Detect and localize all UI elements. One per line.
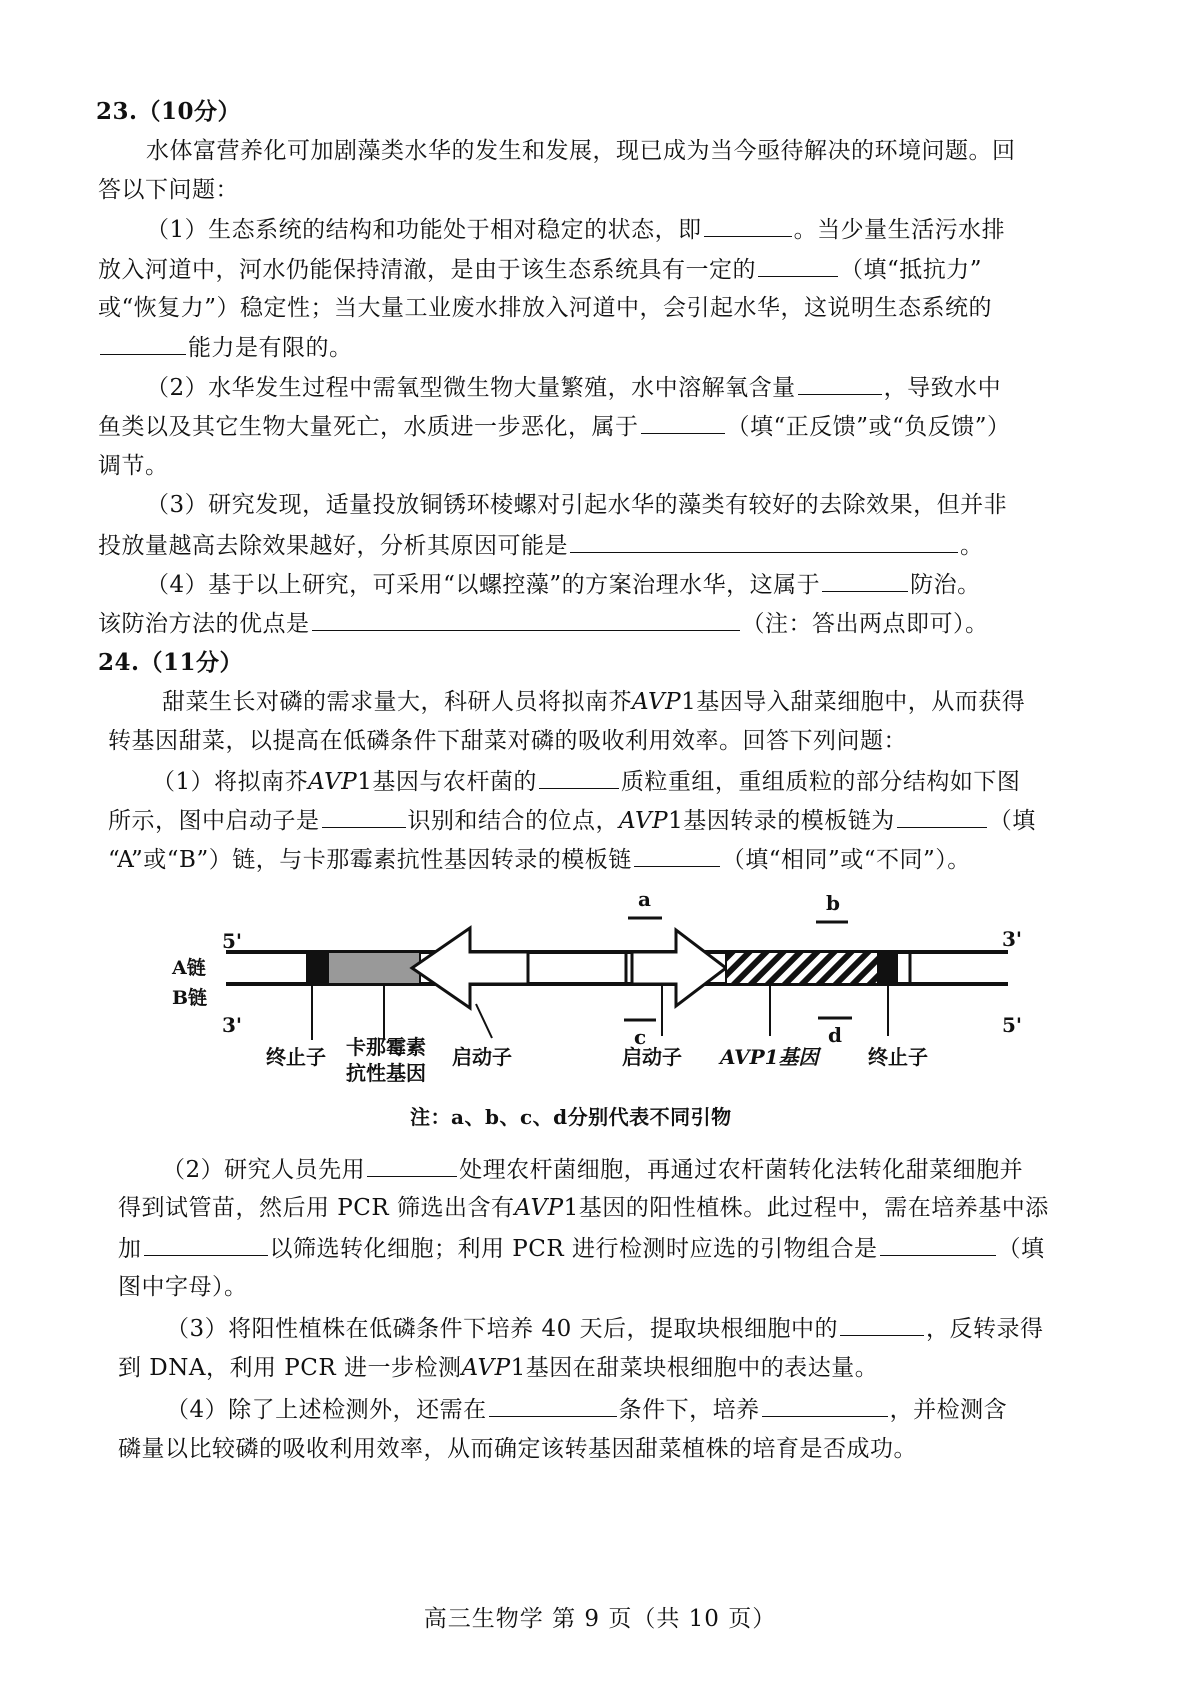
avp1-gene-block [726,952,878,984]
answer-blank[interactable] [489,1394,617,1417]
q23-part2-line1: （2）水华发生过程中需氧型微生物大量繁殖，水中溶解氧含量 ，导致水中 [146,372,1001,403]
end-3-left: 3' [222,1013,243,1037]
promoter-right-arrow [632,930,726,1006]
label-terminator-right: 终止子 [868,1045,928,1069]
q24-part2-line1: （2）研究人员先用 处理农杆菌细胞，再通过农杆菌转化法转化甜菜细胞并 [162,1154,1023,1185]
q23-part1-line2: 放入河道中，河水仍能保持清澈，是由于该生态系统具有一定的 （填“抵抗力” [98,254,982,285]
q23-part2-line2: 鱼类以及其它生物大量死亡，水质进一步恶化，属于 （填“正反馈”或“负反馈”） [98,411,1011,442]
end-5-left: 5' [222,929,243,953]
primer-c-label: c [634,1025,647,1049]
answer-blank[interactable] [367,1154,457,1177]
q24-part2-line3: 加 以筛选转化细胞；利用 PCR 进行检测时应选的引物组合是 （填 [118,1233,1045,1264]
q24-intro-line2: 转基因甜菜，以提高在低磷条件下甜菜对磷的吸收利用效率。回答下列问题： [108,728,907,754]
answer-blank[interactable] [840,1313,924,1336]
q23-intro-line1: 水体富营养化可加剧藻类水华的发生和发展，现已成为当今亟待解决的环境问题。回 [146,138,1016,164]
chain-b-label: B链 [172,987,208,1009]
q23-header: 23.（10分） [96,98,242,125]
q23-part1-line1: （1）生态系统的结构和功能处于相对稳定的状态，即 。当少量生活污水排 [146,214,1005,245]
chain-a-label: A链 [172,957,206,979]
end-5-right: 5' [1002,1013,1023,1037]
q24-part2-line4: 图中字母）。 [118,1274,248,1300]
q23-intro-line2: 答以下问题： [98,177,239,203]
q23-part4-line1: （4）基于以上研究，可采用“以螺控藻”的方案治理水华，这属于 防治。 [146,569,981,600]
q24-header: 24.（11分） [98,649,244,676]
promoter-left-arrow [412,928,528,1008]
end-3-right: 3' [1002,927,1023,951]
answer-blank[interactable] [880,1233,996,1256]
terminator-left-block [306,952,328,984]
q23-part1-line3: 或“恢复力”）稳定性；当大量工业废水排放入河道中，会引起水华，这说明生态系统的 [98,295,993,321]
label-kan-line2: 抗性基因 [346,1061,426,1085]
terminator-right-block [878,952,898,984]
primer-b-label: b [826,891,840,915]
q24-part4-line2: 磷量以比较磷的吸收利用效率，从而确定该转基因甜菜植株的培育是否成功。 [118,1436,917,1462]
q24-part3-line2: 到 DNA，利用 PCR 进一步检测AVP1基因在甜菜块根细胞中的表达量。 [118,1355,879,1381]
label-promoter-left: 启动子 [452,1045,512,1069]
diagram-note: 注：a、b、c、d分别代表不同引物 [410,1105,732,1129]
q24-part1-line1: （1）将拟南芥AVP1基因与农杆菌的 质粒重组，重组质粒的部分结构如下图 [152,766,1020,797]
q24-intro-line1: 甜菜生长对磷的需求量大，科研人员将拟南芥AVP1基因导入甜菜细胞中，从而获得 [162,689,1026,715]
label-avp1: AVP1基因 [720,1045,819,1069]
q23-part3-line2: 投放量越高去除效果越好，分析其原因可能是 。 [98,530,984,561]
q23-part1-line4: 能力是有限的。 [98,332,353,363]
kan-gene-block [328,952,420,984]
q24-part1-line2: 所示，图中启动子是 识别和结合的位点，AVP1基因转录的模板链为 （填 [108,805,1036,836]
primer-a-label: a [638,887,651,911]
answer-blank[interactable] [762,1394,888,1417]
q24-part3-line1: （3）将阳性植株在低磷条件下培养 40 天后，提取块根细胞中的 ，反转录得 [166,1313,1044,1344]
label-kan-line1: 卡那霉素 [346,1035,426,1059]
q24-part2-line2: 得到试管苗，然后用 PCR 筛选出含有AVP1基因的阳性植株。此过程中，需在培养基中添 [118,1195,1049,1221]
q23-part3-line1: （3）研究发现，适量投放铜锈环棱螺对引起水华的藻类有较好的去除效果，但并非 [146,492,1008,518]
q23-part4-line2: 该防治方法的优点是 （注：答出两点即可）。 [98,608,989,639]
q24-part1-line3: “A”或“B”）链，与卡那霉素抗性基因转录的模板链 （填“相同”或“不同”）。 [108,844,971,875]
q23-part2-line3: 调节。 [98,453,169,479]
q24-part4-line1: （4）除了上述检测外，还需在 条件下，培养 ，并检测含 [166,1394,1007,1425]
label-promoter-right: 启动子 [622,1045,682,1069]
page-footer: 高三生物学 第 9 页（共 10 页） [423,1606,777,1632]
label-terminator-left: 终止子 [266,1045,326,1069]
primer-d-label: d [828,1023,842,1047]
answer-blank[interactable] [144,1233,268,1256]
